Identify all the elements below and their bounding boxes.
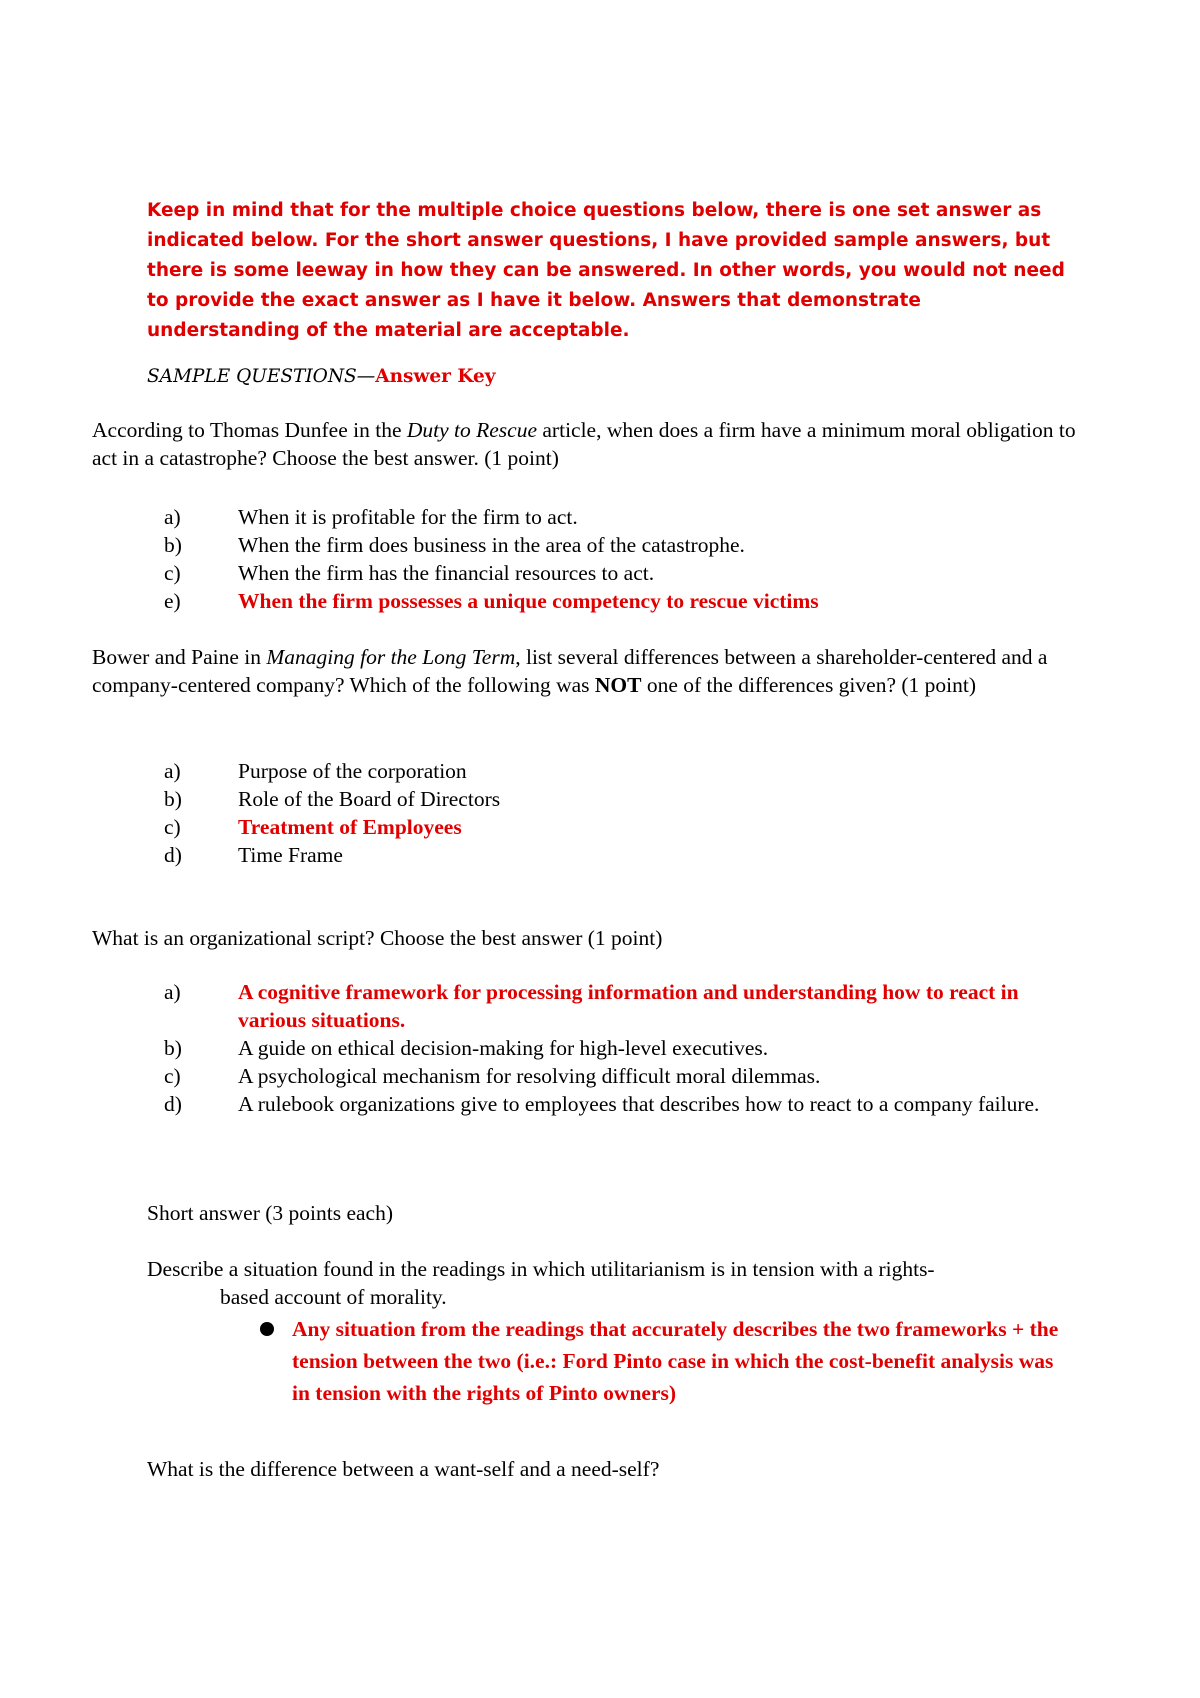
page-heading [147, 366, 496, 387]
q1-option-e-answer [164, 587, 1064, 615]
q1-article-title: Duty to Rescue [406, 418, 538, 442]
short-question-1 [147, 1255, 1087, 1311]
option-letter: c) [164, 561, 181, 585]
q1-options [164, 503, 1064, 615]
option-letter: d) [164, 843, 182, 867]
q2-option-c-answer [164, 813, 1064, 841]
bullet-icon [260, 1322, 274, 1336]
question-3: What is an organizational script? Choose the best answer (1 point) [92, 926, 663, 950]
option-text-answer: A cognitive framework for processing information and understanding how to react in various situations. [238, 980, 1019, 1032]
q2-text-pre: Bower and Paine in [92, 645, 267, 669]
intro-note: Keep in mind that for the multiple choice questions below, there is one set answer as indicated below. For the short answer questions, I have provided sample answers, but there is some leeway in how they can be answered. In other words, you would not need to provide the exact answer as I have it below. Answers that demonstrate understanding of the material are acceptable. [147, 200, 1065, 341]
q2-text-post: one of the differences given? (1 point) [641, 673, 977, 697]
option-letter: b) [164, 533, 182, 557]
option-letter: d) [164, 1092, 182, 1116]
q1-option-b [164, 531, 1064, 559]
option-text-answer: Treatment of Employees [238, 815, 462, 839]
q3-option-b [164, 1034, 1064, 1062]
q2-text-mid: , list several differences between a shareholder-centered and a company-centered company? Which of the following was [92, 645, 1048, 697]
option-text: A psychological mechanism for resolving difficult moral dilemmas. [238, 1064, 821, 1088]
option-letter: a) [164, 759, 181, 783]
q2-text-not: NOT [594, 673, 642, 697]
option-letter: a) [164, 980, 181, 1004]
option-letter: b) [164, 1036, 182, 1060]
q2-option-b [164, 785, 1064, 813]
option-text: A guide on ethical decision-making for high-level executives. [238, 1036, 769, 1060]
short-q1-line-2: based account of morality. [220, 1285, 447, 1309]
option-text: When the firm does business in the area of the catastrophe. [238, 533, 745, 557]
option-text: When the firm has the financial resources to act. [238, 561, 655, 585]
q1-option-a [164, 503, 1064, 531]
option-text: When it is profitable for the firm to act. [238, 505, 578, 529]
option-letter: c) [164, 1064, 181, 1088]
q2-article-title: Managing for the Long Term [266, 645, 516, 669]
option-text: A rulebook organizations give to employees that describes how to react to a company failure. [238, 1092, 1040, 1116]
option-text: Purpose of the corporation [238, 759, 467, 783]
option-letter: b) [164, 787, 182, 811]
option-letter: c) [164, 815, 181, 839]
option-text: Role of the Board of Directors [238, 787, 501, 811]
short-q1-answer-text: Any situation from the readings that accurately describes the two frameworks + the tension between the two (i.e.: Ford Pinto case in which the cost-benefit analysis was in tension with the rights of Pinto owners) [292, 1317, 1059, 1405]
q3-option-c [164, 1062, 1064, 1090]
heading-italic: SAMPLE QUESTIONS— [147, 366, 376, 387]
option-text-answer: When the firm possesses a unique competency to rescue victims [238, 589, 819, 613]
heading-answer-key: Answer Key [375, 366, 496, 387]
option-letter: e) [164, 589, 181, 613]
question-2 [92, 643, 1092, 699]
option-letter: a) [164, 505, 181, 529]
short-question-2: What is the difference between a want-self and a need-self? [147, 1457, 660, 1481]
q3-option-a-answer [164, 978, 1064, 1034]
short-answer-header: Short answer (3 points each) [147, 1201, 393, 1225]
q1-option-c [164, 559, 1064, 587]
q2-option-a [164, 757, 1064, 785]
q1-text-post: article, when does a firm have a minimum moral obligation to act in a catastrophe? Choose the best answer. (1 point) [92, 418, 1076, 470]
q3-option-d [164, 1090, 1064, 1118]
q2-options [164, 757, 1064, 869]
q3-options [164, 978, 1064, 1118]
q1-text-pre: According to Thomas Dunfee in the [92, 418, 407, 442]
short-q1-answer [260, 1313, 1060, 1409]
short-q1-line-1: Describe a situation found in the readings in which utilitarianism is in tension with a rights- [147, 1257, 935, 1281]
q2-option-d [164, 841, 1064, 869]
question-1 [92, 416, 1092, 472]
option-text: Time Frame [238, 843, 343, 867]
